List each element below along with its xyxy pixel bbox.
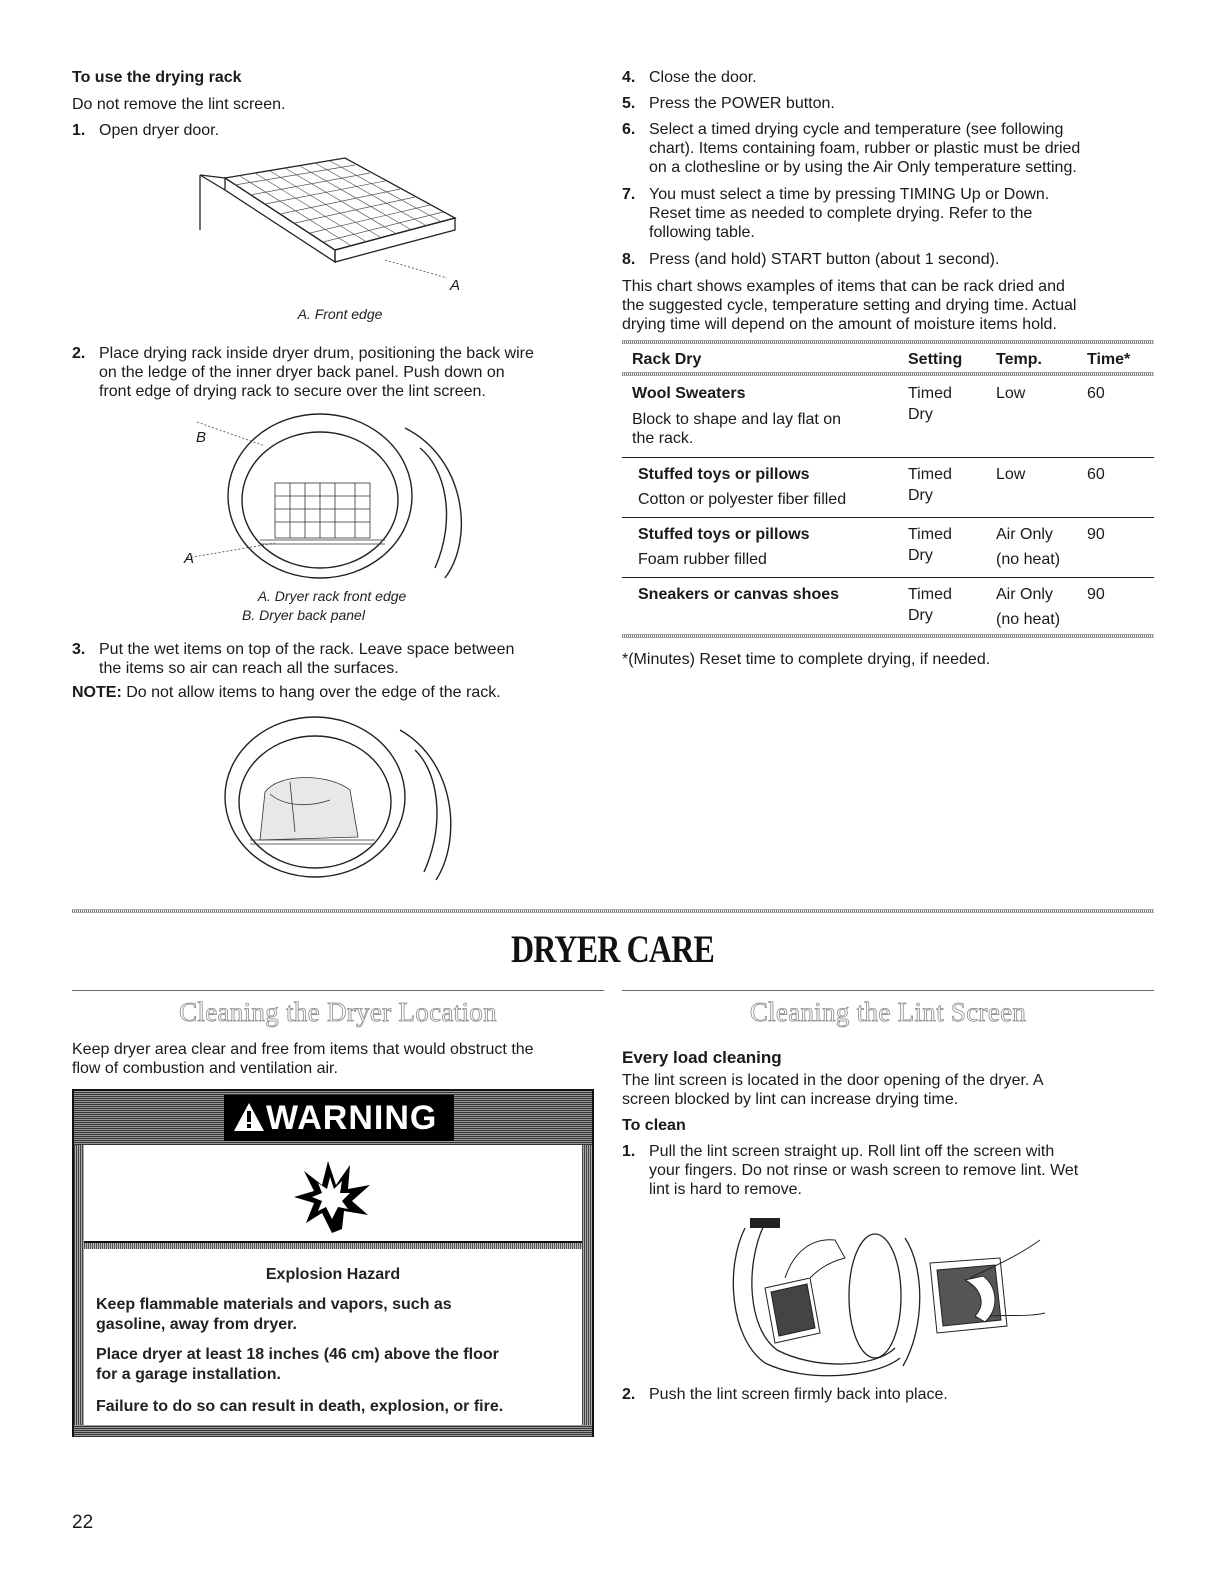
rack-intro: Do not remove the lint screen.: [72, 96, 286, 113]
step-text: Press the POWER button.: [649, 95, 835, 112]
step-number: 2.: [622, 1386, 636, 1403]
dryer-care-title: DRYER CARE: [510, 928, 715, 971]
row3-setting: Dry: [908, 547, 933, 564]
row4-time: 90: [1087, 586, 1105, 603]
step-text: Push the lint screen firmly back into place.: [649, 1386, 948, 1403]
location-title: Cleaning the Dryer Location: [179, 997, 497, 1027]
step-number: 8.: [622, 251, 636, 268]
note-label: NOTE:: [72, 684, 122, 701]
row-rule: [622, 517, 1154, 518]
header-rack-dry: Rack Dry: [632, 351, 702, 368]
row4-setting: Dry: [908, 607, 933, 624]
note: [72, 683, 501, 702]
row3-item: Stuffed toys or pillows: [638, 526, 810, 543]
page-number: 22: [72, 1512, 94, 1533]
row4-temp: Air Only: [996, 586, 1053, 603]
step-text-line: Place drying rack inside dryer drum, positioning the back wire: [99, 345, 534, 362]
step-text-line: Pull the lint screen straight up. Roll lint off the screen with: [649, 1143, 1055, 1160]
warning-line: Keep flammable materials and vapors, such as: [96, 1296, 452, 1313]
lint-title: Cleaning the Lint Screen: [749, 997, 1027, 1027]
row3-temp: (no heat): [996, 551, 1061, 568]
warning-line: Failure to do so can result in death, explosion, or fire.: [96, 1398, 504, 1415]
section-divider: [72, 909, 1154, 913]
row3-desc: Foam rubber filled: [638, 551, 767, 568]
fig1-label-a: A: [450, 277, 461, 294]
step-text-line: Reset time as needed to complete drying. Refer to the: [649, 205, 1033, 222]
warning-right-edge: [582, 1145, 592, 1437]
step-number: 6.: [622, 121, 636, 138]
warning-hazard: Explosion Hazard: [265, 1266, 401, 1283]
chart-intro: [622, 277, 1162, 334]
fig2-caption-a: A. Dryer rack front edge: [257, 588, 407, 604]
step-text-line: lint is hard to remove.: [649, 1181, 802, 1198]
step-number: 1.: [622, 1143, 636, 1160]
step-text: Open dryer door.: [99, 122, 220, 139]
warning-left-edge: [74, 1145, 84, 1437]
row2-time: 60: [1087, 466, 1105, 483]
step-number: 4.: [622, 69, 636, 86]
step-text-line: on a clothesline or by using the Air Only temperature setting.: [649, 159, 1077, 176]
location-text-line: flow of combustion and ventilation air.: [72, 1060, 338, 1077]
step-text-line: your fingers. Do not rinse or wash screen to remove lint. Wet: [649, 1162, 1079, 1179]
warning-inner-texture: [84, 1243, 582, 1249]
table-footnote: *(Minutes) Reset time to complete drying, if needed.: [622, 651, 991, 668]
row3-temp: Air Only: [996, 526, 1053, 543]
step-text-line: Put the wet items on top of the rack. Leave space between: [99, 641, 515, 658]
every-load-heading: Every load cleaning: [622, 1048, 782, 1067]
drying-rack-illustration: [195, 150, 475, 300]
warning-line: gasoline, away from dryer.: [96, 1316, 297, 1333]
row2-desc: Cotton or polyester fiber filled: [638, 491, 847, 508]
step-number: 1.: [72, 122, 86, 139]
row1-setting: Timed: [908, 385, 952, 402]
every-load-text: [622, 1071, 1162, 1109]
row-rule: [622, 577, 1154, 578]
step-text-line: chart). Items containing foam, rubber or plastic must be dried: [649, 140, 1081, 157]
step-text-line: front edge of drying rack to secure over the lint screen.: [99, 383, 486, 400]
row2-temp: Low: [996, 466, 1026, 483]
row2-setting: Dry: [908, 487, 933, 504]
items-on-rack-illustration: [210, 712, 450, 882]
header-setting: Setting: [908, 351, 963, 368]
fig2-label-a: A: [184, 550, 195, 567]
step-number: 5.: [622, 95, 636, 112]
table-bottom-rule: [622, 634, 1154, 638]
step-number: 2.: [72, 345, 86, 362]
row4-item: Sneakers or canvas shoes: [638, 586, 840, 603]
every-load-line: The lint screen is located in the door opening of the dryer. A: [622, 1072, 1044, 1089]
to-clean-heading: To clean: [622, 1117, 686, 1134]
location-text: [72, 1040, 612, 1078]
row1-desc: Block to shape and lay flat on: [632, 411, 842, 428]
left-subsection-rule: [72, 990, 604, 991]
right-subsection-rule: [622, 990, 1154, 991]
row3-setting: Timed: [908, 526, 952, 543]
step-text: Press (and hold) START button (about 1 second).: [649, 251, 1000, 268]
chart-intro-line: This chart shows examples of items that can be rack dried and: [622, 278, 1065, 295]
rack-section-title: To use the drying rack: [72, 69, 242, 86]
warning-text-2: [96, 1345, 499, 1385]
rack-in-drum-illustration: [205, 408, 485, 583]
row2-item: Stuffed toys or pillows: [638, 466, 810, 483]
warning-box: [72, 1089, 594, 1437]
row4-setting: Timed: [908, 586, 952, 603]
row1-desc: the rack.: [632, 430, 694, 447]
step-text-line: Select a timed drying cycle and temperature (see following: [649, 121, 1064, 138]
step-number: 3.: [72, 641, 86, 658]
step-text: Close the door.: [649, 69, 757, 86]
row4-temp: (no heat): [996, 611, 1061, 628]
header-temp: Temp.: [996, 351, 1042, 368]
chart-intro-line: drying time will depend on the amount of moisture items hold.: [622, 316, 1057, 333]
header-rule: [622, 372, 1154, 376]
row1-item: Wool Sweaters: [632, 385, 746, 402]
step-text-line: following table.: [649, 224, 755, 241]
lint-screen-illustration: [725, 1218, 1055, 1378]
fig2-label-b: B: [196, 429, 207, 446]
table-top-rule: [622, 340, 1154, 344]
every-load-line: screen blocked by lint can increase drying time.: [622, 1091, 959, 1108]
chart-intro-line: the suggested cycle, temperature setting and drying time. Actual: [622, 297, 1077, 314]
row1-setting: Dry: [908, 406, 933, 423]
fig2-caption-b: B. Dryer back panel: [242, 607, 365, 623]
warning-line: for a garage installation.: [96, 1366, 281, 1383]
fig1-caption: A. Front edge: [297, 306, 383, 322]
row2-setting: Timed: [908, 466, 952, 483]
step-text-line: on the ledge of the inner dryer back panel. Push down on: [99, 364, 505, 381]
row1-temp: Low: [996, 385, 1026, 402]
step-text-line: You must select a time by pressing TIMING Up or Down.: [649, 186, 1050, 203]
header-time: Time*: [1087, 351, 1131, 368]
row3-time: 90: [1087, 526, 1105, 543]
warning-text-3: [96, 1397, 503, 1417]
step-number: 7.: [622, 186, 636, 203]
warning-banner-text: WARNING: [266, 1099, 438, 1137]
explosion-icon: [292, 1157, 372, 1235]
warning-bottom-band: [74, 1425, 592, 1437]
warning-triangle-icon: [232, 1101, 266, 1133]
step-text-line: the items so air can reach all the surfaces.: [99, 660, 399, 677]
row1-time: 60: [1087, 385, 1105, 402]
warning-line: Place dryer at least 18 inches (46 cm) above the floor: [96, 1346, 499, 1363]
note-text: Do not allow items to hang over the edge of the rack.: [121, 684, 501, 701]
row-rule: [622, 457, 1154, 458]
warning-text-1: [96, 1295, 452, 1335]
location-text-line: Keep dryer area clear and free from items that would obstruct the: [72, 1041, 534, 1058]
